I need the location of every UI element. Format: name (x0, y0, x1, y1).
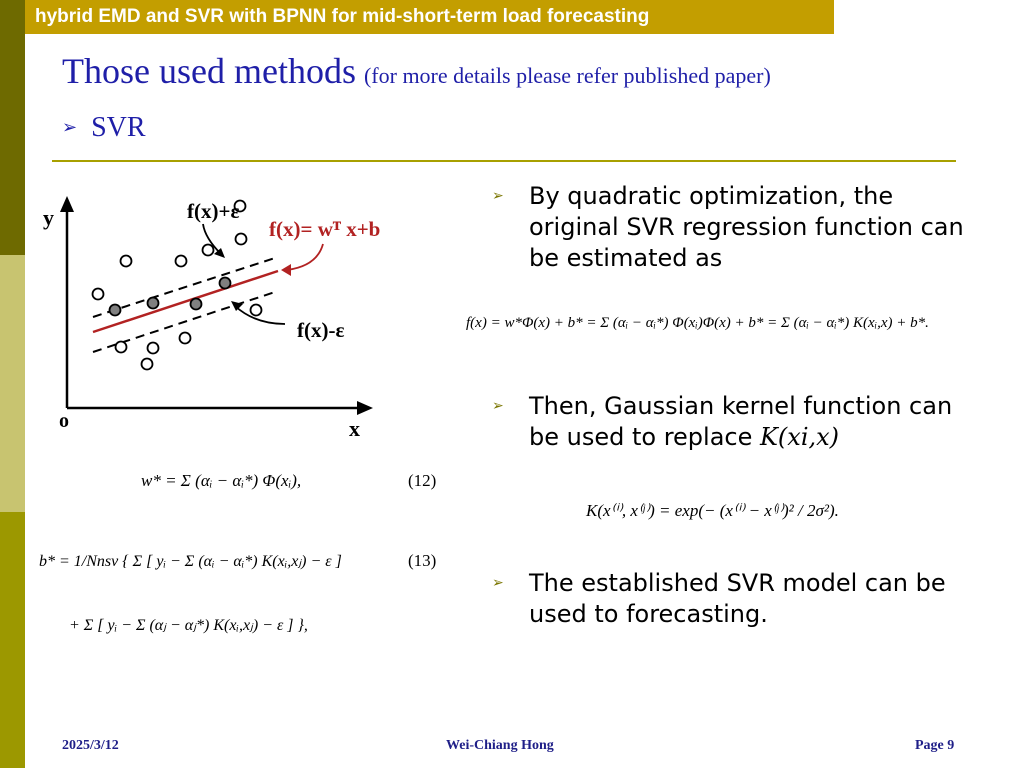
y-axis-arrow-icon (60, 196, 74, 212)
footer-date: 2025/3/12 (62, 738, 119, 753)
sidebar-band-mid (0, 512, 25, 768)
pointer-arrowhead-function-icon (281, 264, 291, 276)
kernel-formula: K(x⁽ⁱ⁾, x⁽ʲ⁾) = exp(− (x⁽ⁱ⁾ − x⁽ʲ⁾)² / 2σ²). (586, 501, 839, 520)
section-heading (62, 112, 146, 144)
bullet-text (529, 391, 969, 453)
origin-label: o (59, 410, 69, 432)
support-vector-point (191, 299, 202, 310)
bullet-text-main: Then, Gaussian kernel function can be used to replace (529, 392, 953, 451)
bullet-text: The established SVR model can be used to forecasting. (529, 569, 946, 628)
support-vector-point (110, 305, 121, 316)
regression-line (93, 271, 278, 332)
data-point (121, 256, 132, 267)
support-vector-point (148, 298, 159, 309)
footer-page-number: Page 9 (915, 738, 955, 753)
bullet-kernel-symbol: K(xi,x) (760, 423, 840, 451)
equation-tag-12: (12) (408, 471, 437, 490)
x-axis-arrow-icon (357, 401, 373, 415)
svr-equations (25, 452, 455, 670)
slide-banner: hybrid EMD and SVR with BPNN for mid-short-term load forecasting (25, 0, 834, 34)
sidebar-band-dark (0, 0, 25, 255)
left-sidebar-strip (0, 0, 25, 768)
bullet-arrow-icon: ➢ (492, 398, 504, 414)
bullet-arrow-icon: ➢ (492, 575, 504, 591)
section-heading-text: SVR (91, 112, 146, 143)
data-point (93, 289, 104, 300)
regression-formula: f(x) = w*Φ(x) + b* = Σ (αᵢ − αᵢ*) Φ(xᵢ)Φ(x) + b* = Σ (αᵢ − αᵢ*) K(xᵢ,x) + b*. (466, 315, 929, 331)
data-point (251, 305, 262, 316)
title-divider (52, 160, 956, 162)
function-label: f(x)= wᵀ x+b (269, 217, 381, 241)
data-point (142, 359, 153, 370)
data-point (180, 333, 191, 344)
support-vector-point (220, 278, 231, 289)
bullet-gaussian-kernel (492, 391, 962, 455)
data-point (148, 343, 159, 354)
slide-title-note: (for more details please refer published paper) (363, 63, 771, 88)
x-axis-label: x (349, 416, 360, 441)
kernel-equation (582, 476, 892, 546)
equation-b-star-line1: b* = 1/Nnsv { Σ [ yᵢ − Σ (αᵢ − αᵢ*) K(xᵢ,xⱼ) − ε ] (39, 553, 342, 570)
svr-diagram (35, 180, 435, 445)
y-axis-label: y (43, 205, 54, 230)
lower-bound-label: f(x)-ε (297, 318, 345, 342)
slide-title (62, 50, 771, 92)
bullet-arrow-icon: ➢ (492, 188, 504, 204)
data-point (203, 245, 214, 256)
bullet-text: By quadratic optimization, the original SVR regression function can be estimated as (529, 182, 964, 272)
equation-tag-13: (13) (408, 551, 437, 570)
equation-b-star-line2: + Σ [ yᵢ − Σ (αⱼ − αⱼ*) K(xᵢ,xⱼ) − ε ] }, (69, 617, 308, 634)
bullet-arrow-icon: ➢ (62, 117, 78, 137)
footer-author: Wei-Chiang Hong (446, 738, 554, 753)
data-point (236, 234, 247, 245)
bullet-quadratic-optimization (492, 181, 962, 276)
data-point (116, 342, 127, 353)
data-point (176, 256, 187, 267)
upper-bound-label: f(x)+ε (187, 199, 240, 223)
bullet-established-model (492, 568, 962, 632)
regression-equation (462, 296, 982, 350)
slide-title-main: Those used methods (62, 51, 356, 91)
pointer-arrow-function (287, 244, 323, 270)
sidebar-band-light (0, 255, 25, 512)
equation-w-star: w* = Σ (αᵢ − αᵢ*) Φ(xᵢ), (141, 471, 302, 490)
